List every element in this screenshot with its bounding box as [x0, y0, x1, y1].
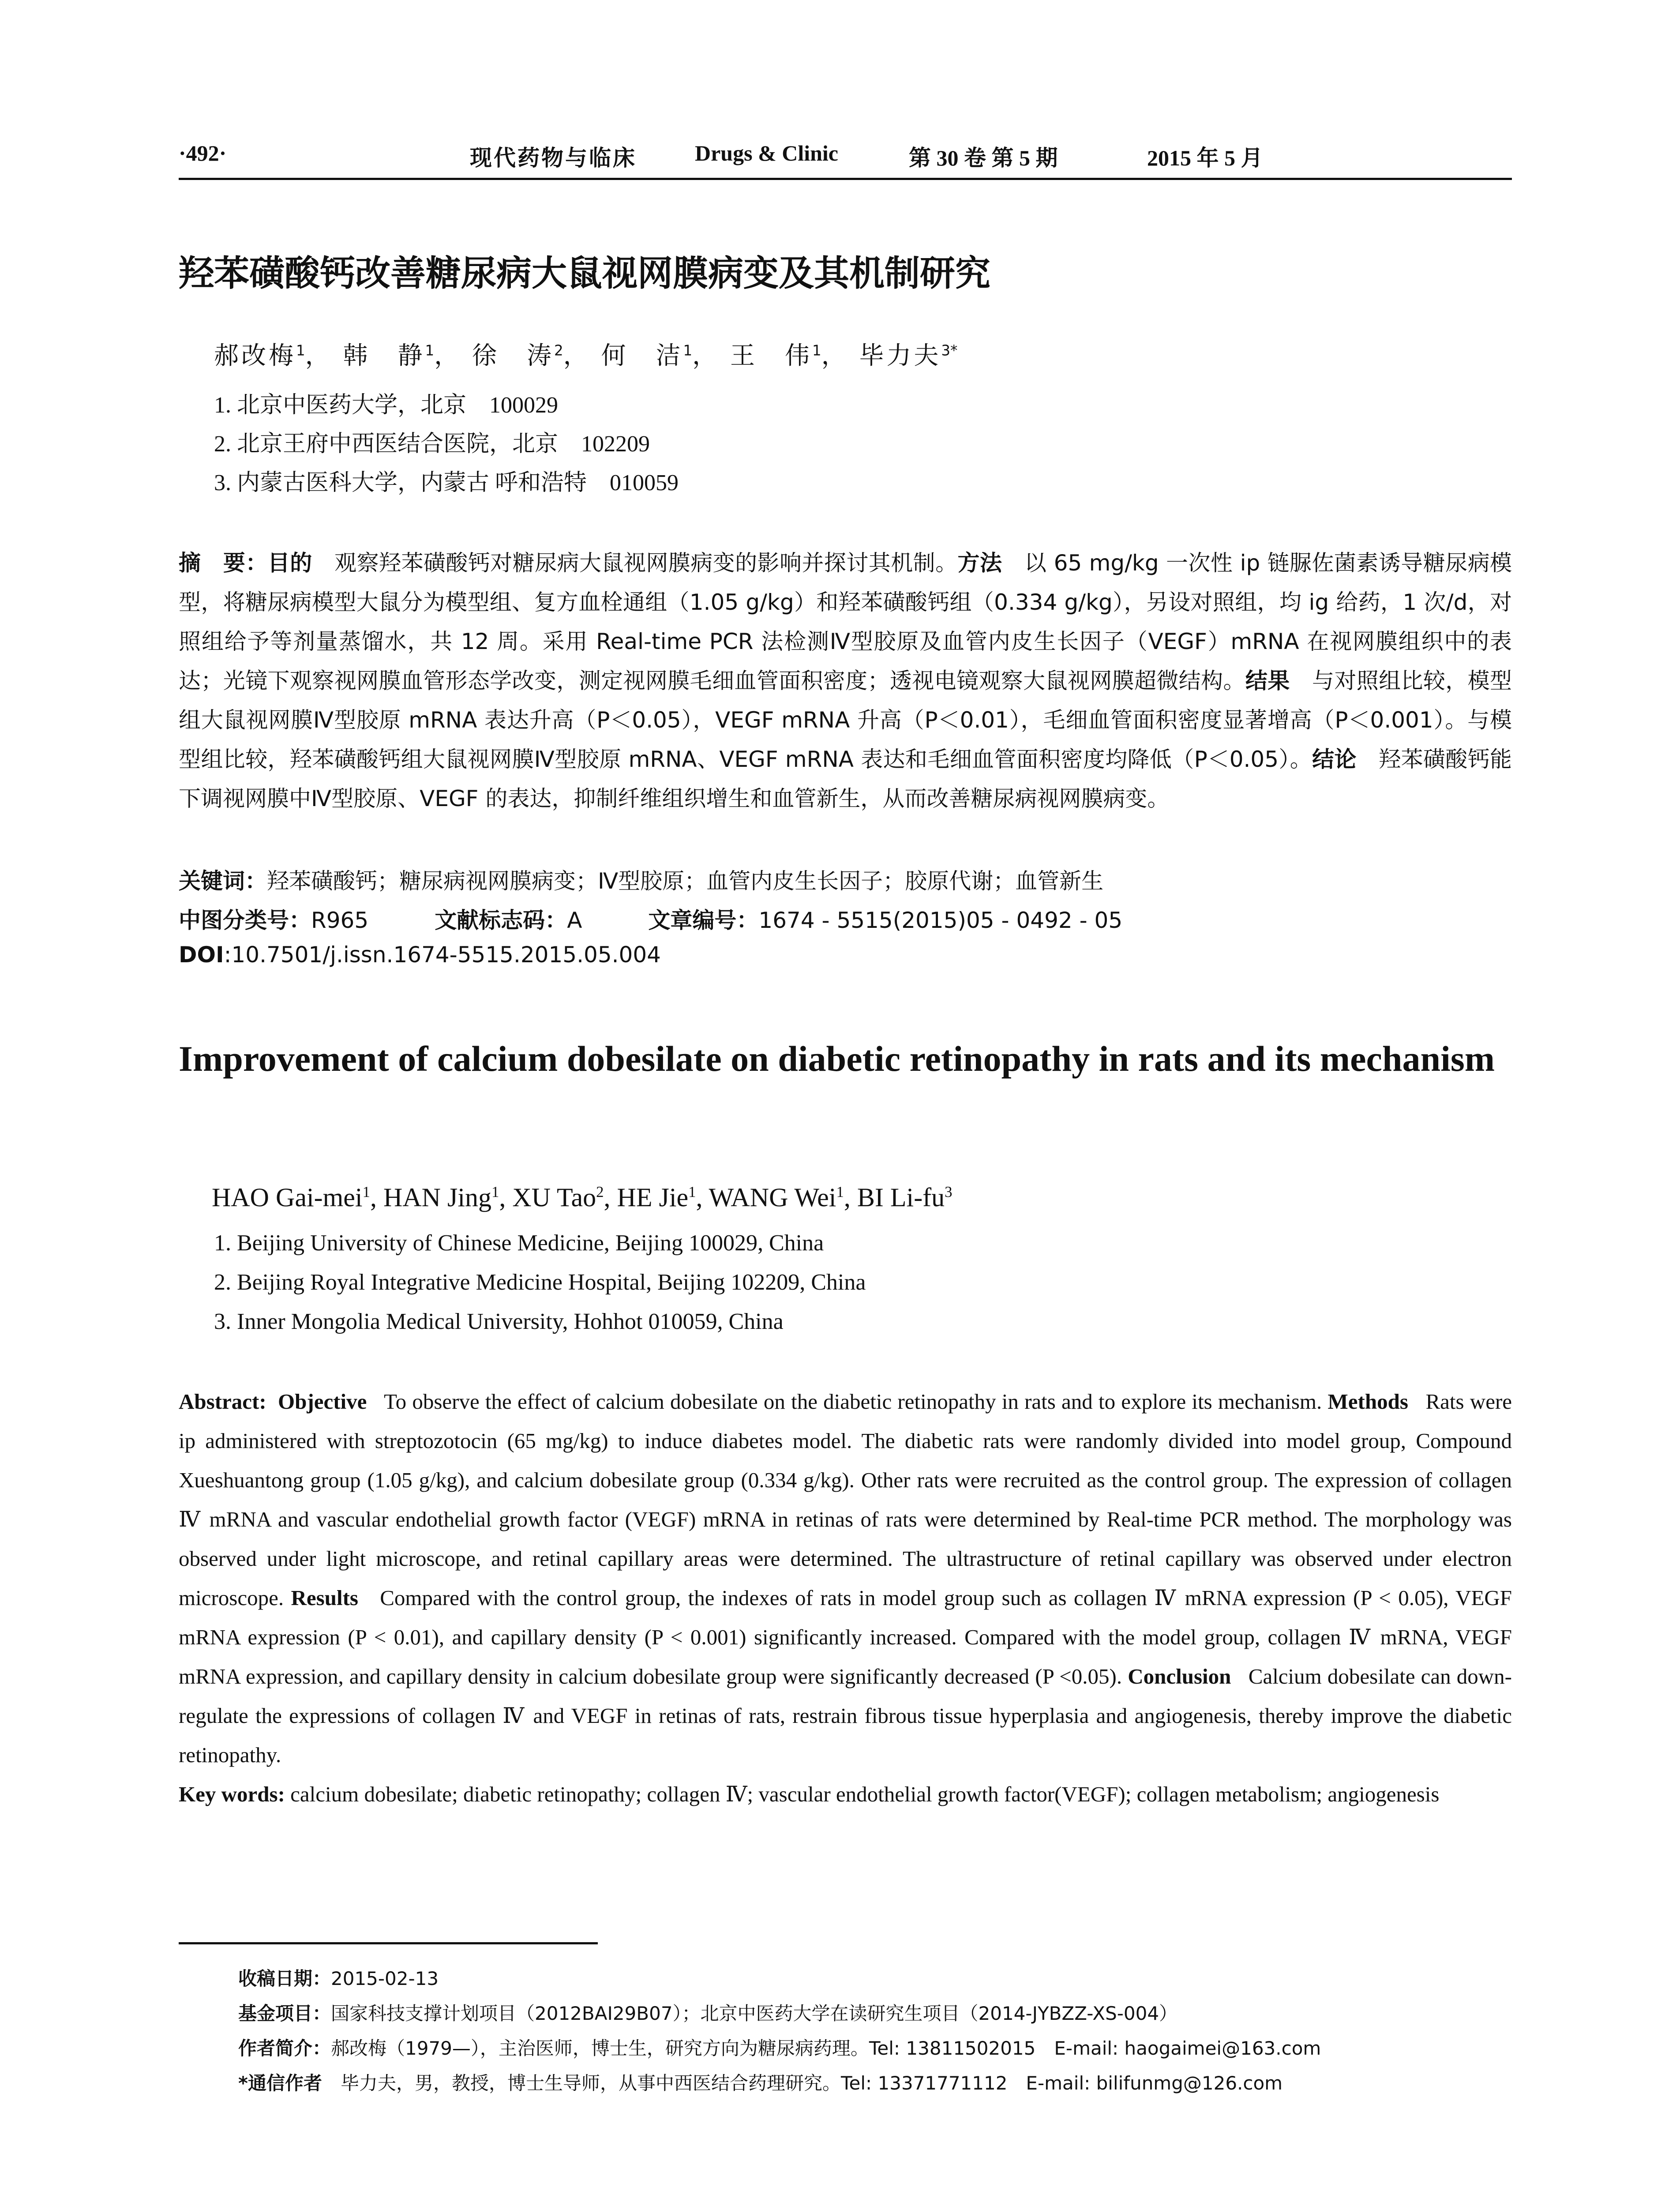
methods-label: Methods: [1328, 1389, 1408, 1414]
footnote-text: 毕力夫，男，教授，博士生导师，从事中西医结合药理研究。Tel: 13371771112 E-mail: bilifunmg@126.com: [322, 2072, 1283, 2094]
author-cn: 何 洁: [601, 341, 683, 370]
affiliation-cn: 1. 北京中医药大学，北京 100029: [214, 393, 559, 418]
doc-code-value: A: [567, 908, 582, 933]
running-header: [179, 140, 1512, 171]
affiliation-en: 3. Inner Mongolia Medical University, Hohhot 010059, China: [214, 1309, 784, 1334]
conclusion-text: 羟苯磺酸钙能下调视网膜中Ⅳ型胶原、VEGF 的表达，抑制纤维组织增生和血管新生，从而改善糖尿病视网膜病变。: [179, 747, 1512, 811]
footnote-label: 作者简介：: [238, 2037, 331, 2059]
keywords-text: calcium dobesilate; diabetic retinopathy; collagen Ⅳ; vascular endothelial growth factor(VEGF); collagen metabolism; angiogenesis: [290, 1782, 1440, 1806]
objective-label: Objective: [278, 1389, 367, 1414]
objective-text: To observe the effect of calcium dobesilate on the diabetic retinopathy in rats and to explore its mechanism.: [384, 1389, 1322, 1414]
abstract-en: [179, 1382, 1512, 1814]
doc-code-label: 文献标志码：: [435, 908, 567, 933]
journal-name-en: Drugs & Clinic: [695, 141, 838, 165]
footnote-label: *通信作者: [238, 2072, 322, 2094]
journal-name-cn: 现代药物与临床: [470, 146, 637, 170]
author-sup: 1: [683, 342, 693, 359]
conclusion-label: 结论: [1312, 747, 1357, 772]
doi-value: :10.7501/j.issn.1674-5515.2015.05.004: [224, 942, 661, 968]
authors-cn: 郝改梅$^1$， 韩 静$^1$， 徐 涛$^2$， 何 洁$^1$， 王 伟$^1$， 毕力夫$^{3*}$: [214, 341, 958, 370]
keywords-en: [179, 1775, 1512, 1814]
title-cn: 羟苯磺酸钙改善糖尿病大鼠视网膜病变及其机制研究: [179, 253, 990, 294]
author-sup: 1: [362, 1183, 370, 1201]
footnote-corresponding: [238, 2069, 1282, 2095]
footnote-funding: [238, 1999, 1178, 2026]
results-text: Compared with the control group, the indexes of rats in model group such as collagen Ⅳ mRNA expression (P < 0.05), VEGF mRNA expression (P < 0.01), and capillary density (P < 0.001) significantly increased. Compared with the model group, collagen Ⅳ mRNA, VEGF mRNA expression, and capillary density in calcium dobesilate group were significantly decreased (P <0.05).: [179, 1586, 1512, 1688]
author-cn: 郝改梅: [214, 341, 296, 370]
footnote-author-bio: [238, 2034, 1321, 2060]
header-rule: [179, 178, 1512, 180]
author-sup: 1: [296, 342, 305, 359]
author-sup: 3: [945, 1183, 952, 1201]
footnote-text: 国家科技支撑计划项目（2012BAI29B07）；北京中医药大学在读研究生项目（2014-JYBZZ-XS-004）: [331, 2003, 1178, 2024]
author-cn: 韩 静: [343, 341, 425, 370]
results-text: 与对照组比较，模型组大鼠视网膜Ⅳ型胶原 mRNA 表达升高（P＜0.05），VEGF mRNA 升高（P＜0.01），毛细血管面积密度显著增高（P＜0.001）。与模型组比较，羟苯磺酸钙组大鼠视网膜Ⅳ型胶原 mRNA、VEGF mRNA 表达和毛细血管面积密度均降低（P＜0.05）。: [179, 668, 1512, 772]
author-en: HAN Jing: [383, 1183, 491, 1212]
keywords-label: Key words:: [179, 1782, 285, 1806]
classification-line: [179, 903, 1122, 934]
methods-label: 方法: [957, 550, 1002, 576]
author-cn: 毕力夫: [859, 341, 941, 370]
author-cn: 徐 涛: [472, 341, 554, 370]
author-en: WANG Wei: [709, 1183, 836, 1212]
abstract-label: Abstract:: [179, 1389, 266, 1414]
clc-value: R965: [311, 908, 369, 933]
author-sup: 1: [836, 1183, 844, 1201]
keywords-text: 羟苯磺酸钙；糖尿病视网膜病变；Ⅳ型胶原；血管内皮生长因子；胶原代谢；血管新生: [267, 868, 1104, 894]
article-no-value: 1674 - 5515(2015)05 - 0492 - 05: [758, 908, 1123, 933]
footnote-label: 收稿日期：: [238, 1968, 331, 1989]
affiliation-en: 2. Beijing Royal Integrative Medicine Hospital, Beijing 102209, China: [214, 1270, 866, 1295]
author-en: BI Li-fu: [857, 1183, 945, 1212]
author-sup: 2: [554, 342, 563, 359]
author-sup: 3*: [941, 342, 958, 359]
abstract-cn: [179, 544, 1512, 818]
affiliation-cn: 2. 北京王府中西医结合医院，北京 102209: [214, 431, 650, 457]
page-number: ·492·: [179, 141, 227, 165]
author-sup: 1: [491, 1183, 499, 1201]
affiliation-cn: 3. 内蒙古医科大学，内蒙古 呼和浩特 010059: [214, 470, 679, 495]
footnote-text: 2015-02-13: [331, 1968, 439, 1989]
title-en: Improvement of calcium dobesilate on diabetic retinopathy in rats and its mechanism: [179, 1039, 1495, 1079]
results-label: 结果: [1245, 668, 1290, 694]
volume-issue: 第 30 卷 第 5 期: [909, 146, 1058, 170]
author-cn: 王 伟: [730, 341, 812, 370]
author-sup: 2: [596, 1183, 604, 1201]
keywords-cn: [179, 863, 1103, 895]
footnote-label: 基金项目：: [238, 2003, 331, 2024]
keywords-label: 关键词：: [179, 868, 267, 894]
author-sup: 1: [812, 342, 821, 359]
article-no-label: 文章编号：: [648, 908, 759, 933]
clc-label: 中图分类号：: [179, 908, 311, 933]
footnote-rule: [179, 1942, 598, 1944]
author-sup: 1: [688, 1183, 696, 1201]
conclusion-label: Conclusion: [1128, 1664, 1231, 1688]
authors-en: HAO Gai-mei$^1$, HAN Jing$^1$, XU Tao$^2$, HE Jie$^1$, WANG Wei$^1$, BI $Li-fu^3$: [212, 1183, 952, 1212]
doi-line: [179, 942, 661, 968]
objective-label: 目的: [267, 550, 312, 576]
author-en: HAO Gai-mei: [212, 1183, 363, 1212]
footnote-received: [238, 1964, 439, 1991]
conclusion-text: Calcium dobesilate can down-regulate the expressions of collagen Ⅳ and VEGF in retinas of rats, restrain fibrous tissue hyperplasia and angiogenesis, thereby improve the diabetic retinopathy.: [179, 1664, 1512, 1767]
objective-text: 观察羟苯磺酸钙对糖尿病大鼠视网膜病变的影响并探讨其机制。: [334, 550, 958, 576]
abstract-en-body: [179, 1382, 1512, 1775]
footnote-text: 郝改梅（1979—），主治医师，博士生，研究方向为糖尿病药理。Tel: 13811502015 E-mail: haogaimei@163.com: [331, 2037, 1321, 2059]
methods-text: Rats were ip administered with streptozotocin (65 mg/kg) to induce diabetes model. The diabetic rats were randomly divided into model group, Compound Xueshuantong group (1.05 g/kg), and calcium dobesilate group (0.334 g/kg). Other rats were recruited as the control group. The expression of collagen Ⅳ mRNA and vascular endothelial growth factor (VEGF) mRNA in retinas of rats were determined by Real-time PCR method. The morphology was observed under light microscope, and retinal capillary areas were determined. The ultrastructure of retinal capillary was observed under electron microscope.: [179, 1389, 1512, 1610]
affiliation-en: 1. Beijing University of Chinese Medicine, Beijing 100029, China: [214, 1231, 824, 1256]
issue-date: 2015 年 5 月: [1147, 146, 1263, 170]
author-en: HE Jie: [617, 1183, 689, 1212]
author-sup: 1: [425, 342, 435, 359]
methods-text: 以 65 mg/kg 一次性 ip 链脲佐菌素诱导糖尿病模型，将糖尿病模型大鼠分为模型组、复方血栓通组（1.05 g/kg）和羟苯磺酸钙组（0.334 g/kg），另设对照组，均 ig 给药，1 次/d，对照组给予等剂量蒸馏水，共 12 周。采用 Real-time PCR 法检测Ⅳ型胶原及血管内皮生长因子（VEGF）mRNA 在视网膜组织中的表达；光镜下观察视网膜血管形态学改变，测定视网膜毛细血管面积密度；透视电镜观察大鼠视网膜超微结构。: [179, 550, 1512, 694]
author-en: XU Tao: [512, 1183, 596, 1212]
results-label: Results: [291, 1586, 358, 1610]
abstract-label: 摘 要：: [179, 550, 268, 576]
doi-label: DOI: [179, 942, 224, 968]
